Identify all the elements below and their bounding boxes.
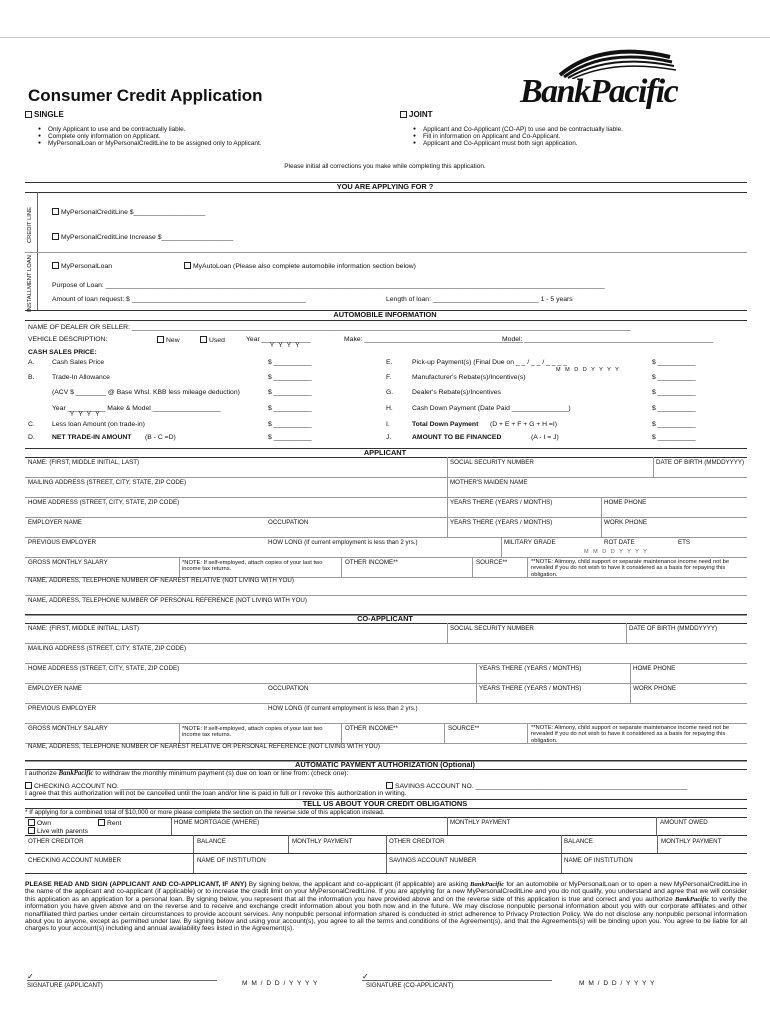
ets-field: ETS [678, 539, 691, 546]
personal-loan-checkbox[interactable] [52, 262, 59, 269]
date-applicant[interactable]: M M / D D / Y Y Y Y [242, 980, 319, 987]
autopay-heading: AUTOMATIC PAYMENT AUTHORIZATION (Optional) [295, 760, 475, 769]
other-creditor-label: OTHER CREDITOR [28, 838, 84, 845]
maiden-name-field: MOTHER'S MAIDEN NAME [450, 479, 528, 486]
auto-loan-option[interactable]: MyAutoLoan (Please also complete automobile information section below) [184, 262, 416, 271]
auto-row-key: E. [386, 359, 393, 366]
years-there-2-field: YEARS THERE (YEARS / MONTHS) [450, 519, 553, 526]
home-address-field: HOME ADDRESS (STREET, CITY, STATE, ZIP CODE) [28, 499, 180, 506]
military-date-sub: M M D D Y Y Y Y [584, 549, 649, 555]
auto-row-amount[interactable]: $ __________ [652, 421, 696, 428]
years-there-field: YEARS THERE (YEARS / MONTHS) [479, 665, 582, 672]
used-checkbox[interactable] [200, 336, 207, 343]
auto-row-amount[interactable]: $ __________ [268, 389, 312, 396]
occupation-field: OCCUPATION [268, 685, 309, 692]
own-checkbox[interactable] [28, 819, 35, 826]
joint-checkbox[interactable] [400, 111, 407, 118]
cash-sales-price-label: CASH SALES PRICE: [28, 349, 97, 356]
auto-row-amount[interactable]: $ __________ [268, 421, 312, 428]
check-icon: ✓ [27, 972, 34, 981]
auto-row-formula: (A - I = J) [531, 434, 559, 441]
credit-line-increase-option[interactable]: MyPersonalCreditLine Increase $___________________ [52, 233, 233, 242]
auto-row-formula: (B - C =D) [145, 434, 176, 441]
mortgage-payment-label: MONTHLY PAYMENT [450, 819, 511, 826]
savings-account-field[interactable]: SAVINGS ACCOUNT NO. ________________________________________________________ [386, 782, 687, 791]
new-checkbox[interactable] [157, 336, 164, 343]
home-address-field: HOME ADDRESS (STREET, CITY, STATE, ZIP CODE) [28, 665, 180, 672]
auto-row-label: Cash Sales Price [52, 359, 105, 366]
auto-row-amount[interactable]: $ __________ [652, 405, 696, 412]
employer-field: EMPLOYER NAME [28, 685, 82, 692]
gross-salary-field: GROSS MONTHLY SALARY [28, 559, 108, 566]
signature-applicant[interactable]: SIGNATURE (APPLICANT) [27, 982, 103, 989]
auto-row-label: NET TRADE-IN AMOUNT [52, 434, 132, 441]
ssn-field: SOCIAL SECURITY NUMBER [450, 459, 534, 466]
auto-row-amount[interactable]: $ __________ [268, 434, 312, 441]
source-field: SOURCE** [476, 559, 508, 566]
applicant-heading: APPLICANT [363, 448, 407, 457]
relative-field: NAME, ADDRESS, TELEPHONE NUMBER OF NEAREST RELATIVE (NOT LIVING WITH YOU) [28, 577, 294, 584]
single-bullets [38, 126, 262, 148]
rot-date-field: ROT DATE [604, 539, 635, 546]
vehicle-description-label: VEHICLE DESCRIPTION: [28, 336, 108, 343]
single-checkbox[interactable] [25, 111, 32, 118]
initial-note: Please initial all corrections you make while completing this application. [284, 163, 486, 170]
logo-text: BankPacific [520, 73, 678, 110]
auto-row-amount[interactable]: $ __________ [652, 359, 696, 366]
checking-number-label: CHECKING ACCOUNT NUMBER [28, 857, 122, 864]
rent-option[interactable]: Rent [98, 819, 121, 828]
home-phone-field: HOME PHONE [633, 665, 676, 672]
own-option[interactable]: Own [28, 819, 51, 828]
work-phone-field: WORK PHONE [633, 685, 676, 692]
alimony-note: **NOTE: Alimony, child support or separate maintenance income need not be revealed if you do not wish to have it considered as a basis for repaying this obligation. [531, 559, 730, 578]
self-employed-note: *NOTE: If self-employed, attach copies of your last two income tax returns. [182, 560, 323, 573]
live-parents-option[interactable]: Live with parents [28, 827, 88, 836]
auto-row-key: F. [386, 374, 392, 381]
balance-label: BALANCE [197, 838, 226, 845]
length-of-loan-field[interactable]: Length of loan: ____________________________ 1 - 5 years [386, 296, 573, 303]
list-item: ● Fill in information on Applicant and Co-Applicant. [413, 133, 623, 140]
work-phone-field: WORK PHONE [604, 519, 647, 526]
home-phone-field: HOME PHONE [604, 499, 647, 506]
rent-checkbox[interactable] [98, 819, 105, 826]
autopay-authorize: I authorize BankPacific to withdraw the monthly minimum payment (s) due on loan or line from: (check one): [25, 770, 349, 777]
credit-line-checkbox[interactable] [52, 208, 59, 215]
alimony-note: **NOTE: Alimony, child support or separate maintenance income need not be revealed if you do not wish to have it considered as a basis for repaying this obligation. [531, 725, 730, 744]
amount-requested-field[interactable]: Amount of loan request: $ ______________________________________________ [52, 296, 306, 303]
self-employed-note: *NOTE: If self-employed, attach copies of your last two income tax returns. [182, 726, 323, 739]
auto-row-key: J. [386, 434, 392, 441]
other-income-field: OTHER INCOME** [345, 725, 398, 732]
creditor-2-payment-label: MONTHLY PAYMENT [661, 838, 722, 845]
auto-row-label: (ACV $ ________ @ Base Whsl. KBB less mileage deduction) [52, 389, 240, 396]
ssn-field: SOCIAL SECURITY NUMBER [450, 625, 534, 632]
auto-row-key: G. [386, 389, 394, 396]
auto-row-label: AMOUNT TO BE FINANCED [412, 434, 502, 441]
credit-line-tab: CREDIT LINE [27, 207, 33, 243]
year-field[interactable]: Year _____________ [246, 336, 311, 343]
auto-row-label: Cash Down Payment (Date Paid _______________) [412, 405, 571, 412]
new-option[interactable]: New [157, 336, 180, 345]
single-label: SINGLE [34, 110, 64, 119]
name-field: NAME: (FIRST, MIDDLE INITIAL, LAST) [28, 459, 140, 466]
auto-row-label: Total Down Payment [412, 421, 479, 428]
savings-number-label: SAVINGS ACCOUNT NUMBER [389, 857, 477, 864]
relative-field: NAME, ADDRESS, TELEPHONE NUMBER OF NEAREST RELATIVE OR PERSONAL REFERENCE (NOT LIVING WITH YOU) [28, 743, 380, 750]
years-there-field: YEARS THERE (YEARS / MONTHS) [450, 499, 553, 506]
date-coapplicant[interactable]: M M / D D / Y Y Y Y [579, 980, 656, 987]
bank-logo [520, 45, 745, 115]
auto-row-key: A. [28, 359, 35, 366]
purpose-field[interactable]: Purpose of Loan: ____________________________________________________________________________________________________________________________________ [52, 282, 605, 289]
coapplicant-heading: CO-APPLICANT [357, 614, 413, 623]
auto-row-amount[interactable]: $ __________ [268, 359, 312, 366]
reference-field: NAME, ADDRESS, TELEPHONE NUMBER OF PERSONAL REFERENCE (NOT LIVING WITH YOU) [28, 597, 307, 604]
joint-label: JOINT [409, 110, 433, 119]
previous-employer-field: PREVIOUS EMPLOYER [28, 705, 97, 712]
brand-inline: BankPacific [58, 770, 94, 777]
credit-line-option[interactable]: MyPersonalCreditLine $___________________ [52, 208, 205, 217]
list-item: ● Complete only information on Applicant. [38, 133, 262, 140]
auto-row-amount[interactable]: $ __________ [652, 434, 696, 441]
auto-row-label: Dealer's Rebate(s)/Incentives [412, 389, 501, 396]
auto-row-label: Manufacturer's Rebate(s)/Incentive(s) [412, 374, 526, 381]
auto-loan-checkbox[interactable] [184, 262, 191, 269]
brand-inline: BankPacific [675, 895, 710, 903]
auto-row-amount[interactable]: $ __________ [268, 374, 312, 381]
name-field: NAME: (FIRST, MIDDLE INITIAL, LAST) [28, 625, 140, 632]
savings-checkbox[interactable] [386, 782, 393, 789]
single-option[interactable] [25, 111, 64, 119]
auto-row-key: I. [386, 421, 390, 428]
model-field[interactable]: Model: __________________________________________________ [502, 336, 714, 343]
check-icon: ✓ [362, 972, 369, 981]
year-sub: Y Y Y Y [270, 343, 301, 349]
institution-2-label: NAME OF INSTITUTION [564, 857, 633, 864]
dealer-field[interactable]: NAME OF DEALER OR SELLER: ____________________________________________________________________________________________________________________________________ [28, 324, 631, 331]
top-rule [0, 37, 770, 38]
list-item: ● Only Applicant to use and be contractually liable. [38, 126, 262, 133]
personal-loan-option[interactable]: MyPersonalLoan [52, 262, 112, 271]
dob-field: DATE OF BIRTH (MMDDYYYY) [629, 625, 718, 632]
autopay-agree: I agree that this authorization will not be cancelled until the loan and/or line is paid in full or I revoke this authorization in writing. [25, 790, 407, 797]
how-long-field: HOW LONG (If current employment is less than 2 yrs.) [268, 705, 418, 712]
pickup-date-sub: M M D D Y Y Y Y [556, 367, 621, 373]
auto-row-label: Pick-up Payment(s) (Final Due on _ _ / _ _ / _ _ _ _ [412, 359, 567, 366]
years-there-2-field: YEARS THERE (YEARS / MONTHS) [479, 685, 582, 692]
amount-owed-label: AMOUNT OWED [660, 819, 708, 826]
consent-paragraph: PLEASE READ AND SIGN (APPLICANT AND CO-APPLICANT, IF ANY) By signing below, the applicant and co-applicant (if applicable) are asking BankPacific for an automobile or MyPersonalLoan or to open a new MyPersonalCreditLine in the name of the applicant and co-applicant (if applicable) or to increase the credit limit on your MyPersonalCreditLine. If you are applying for a new MyPersonalCreditLine and you do not qualify, you understand and agree that we will consider this application as an application for a personal loan. By signing below, you represent that all the information you have provided above and on the reverse side of this application is true and correct and you authorize BankPacific to verify the information you have given above and on the reverse and to receive and exchange credit information about you both now and in the future. We may disclose nonpublic personal information about you with our corporate affiliates and other nonaffiliated third parties under certain circumstances to provide account services. Any nonpublic personal information shared is conducted in strict adherence to Privacy Protection Policy. We do not disclose any nonpublic personal information about you to anyone, except as permitted under law. By signing below and using your account(s), you agree to all the terms and conditions of the Agreement(s), and that the Agreements(s) will be binding upon you. You agree to be liable for all charges to your account(s) including and annual availability fees listed in the Agreement(s). [25, 881, 747, 933]
mailing-address-field: MAILING ADDRESS (STREET, CITY, STATE, ZIP CODE) [28, 479, 187, 486]
auto-row-key: H. [386, 405, 393, 412]
auto-row-amount[interactable]: $ __________ [652, 374, 696, 381]
credit-line-increase-checkbox[interactable] [52, 233, 59, 240]
checking-checkbox[interactable] [25, 782, 32, 789]
auto-row-key: B. [28, 374, 35, 381]
checking-account-field[interactable]: CHECKING ACCOUNT NO. ________________________________________________________ [25, 782, 332, 791]
used-option[interactable]: Used [200, 336, 225, 345]
auto-row-amount[interactable]: $ __________ [652, 389, 696, 396]
institution-label: NAME OF INSTITUTION [197, 857, 266, 864]
home-mortgage-label: HOME MORTGAGE (WHERE) [174, 819, 260, 826]
previous-employer-field: PREVIOUS EMPLOYER [28, 539, 97, 546]
mailing-address-field: MAILING ADDRESS (STREET, CITY, STATE, ZIP CODE) [28, 645, 187, 652]
signature-coapplicant[interactable]: SIGNATURE (CO-APPLICANT) [366, 982, 454, 989]
balance-2-label: BALANCE [564, 838, 593, 845]
other-income-field: OTHER INCOME** [345, 559, 398, 566]
obligations-note: * If applying for a combined total of $10,000 or more please complete the section on the reverse side of this application instead. [25, 809, 385, 816]
auto-row-label: Trade-In Allowance [52, 374, 110, 381]
employer-field: EMPLOYER NAME [28, 519, 82, 526]
other-creditor-2-label: OTHER CREDITOR [389, 838, 445, 845]
page-title: Consumer Credit Application [28, 86, 263, 105]
list-item: ● Applicant and Co-Applicant (CO-AP) to use and be contractually liable. [413, 126, 623, 133]
installment-loan-tab: INSTALLMENT LOAN [27, 255, 33, 312]
auto-row-key: C. [28, 421, 35, 428]
gross-salary-field: GROSS MONTHLY SALARY [28, 725, 108, 732]
auto-heading: AUTOMOBILE INFORMATION [333, 310, 437, 319]
auto-row-label: Year __________ Make & Model __________________ [52, 405, 221, 412]
auto-row-key: D. [28, 434, 35, 441]
live-parents-checkbox[interactable] [28, 827, 35, 834]
auto-row-label: Less loan Amount (on trade-in) [52, 421, 145, 428]
trade-year-sub: Y Y Y Y [70, 412, 101, 418]
source-field: SOURCE** [448, 725, 480, 732]
auto-row-formula: (D + E + F + G + H =I) [490, 421, 558, 428]
joint-option[interactable] [400, 111, 433, 119]
dob-field: DATE OF BIRTH (MMDDYYYY) [656, 459, 745, 466]
occupation-field: OCCUPATION [268, 519, 309, 526]
creditor-payment-label: MONTHLY PAYMENT [292, 838, 353, 845]
list-item: ● Applicant and Co-Applicant must both sign application. [413, 140, 623, 147]
how-long-field: HOW LONG (If current employment is less than 2 yrs.) [268, 539, 418, 546]
brand-inline: BankPacific [470, 881, 505, 888]
make-field[interactable]: Make: __________________________________________ [344, 336, 524, 343]
joint-bullets [413, 126, 623, 148]
auto-row-amount[interactable]: $ __________ [268, 405, 312, 412]
applying-heading: YOU ARE APPLYING FOR ? [336, 182, 434, 191]
military-grade-field: MILITARY GRADE [504, 539, 556, 546]
list-item: ● MyPersonalLoan or MyPersonalCreditLine to be assigned only to Applicant. [38, 140, 262, 147]
obligations-heading: TELL US ABOUT YOUR CREDIT OBLIGATIONS [302, 799, 468, 808]
